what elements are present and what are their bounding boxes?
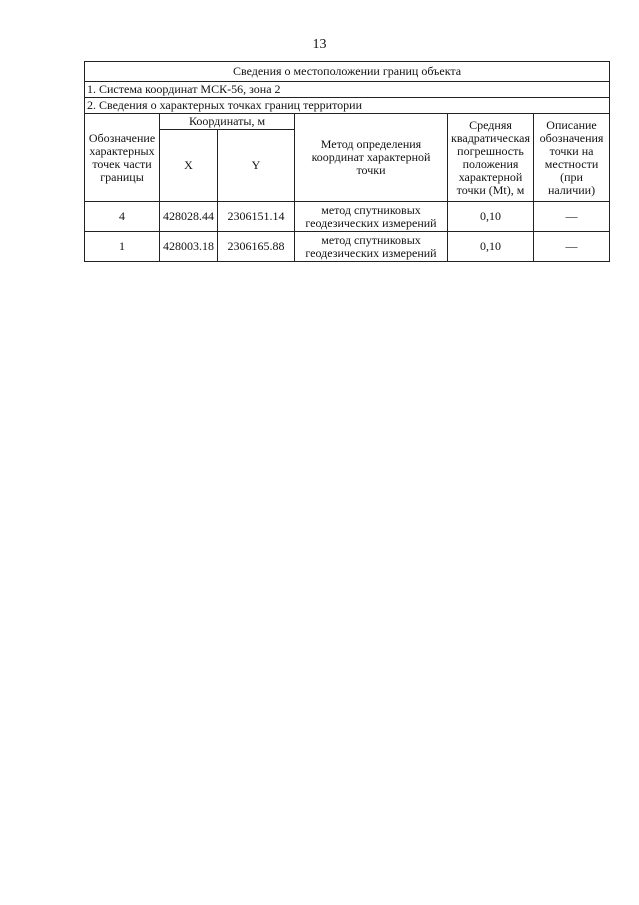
description-value: — — [534, 202, 610, 232]
coordinate-system-row: 1. Система координат МСК-56, зона 2 — [85, 82, 610, 98]
x-value: 428003.18 — [160, 232, 218, 262]
header-description: Описание обозначения точки на местности (при наличии) — [534, 114, 610, 202]
method-value: метод спутниковых геодезических измерений — [295, 232, 448, 262]
point-number: 4 — [85, 202, 160, 232]
error-value: 0,10 — [448, 202, 534, 232]
table-title: Сведения о местоположении границ объекта — [85, 62, 610, 82]
error-value: 0,10 — [448, 232, 534, 262]
table-row — [85, 232, 610, 262]
header-coordinates: Координаты, м — [160, 114, 295, 130]
y-value: 2306151.14 — [218, 202, 295, 232]
header-method: Метод определения координат характерной точки — [295, 114, 448, 202]
header-y: Y — [218, 130, 295, 202]
characteristic-points-row: 2. Сведения о характерных точках границ территории — [85, 98, 610, 114]
description-value: — — [534, 232, 610, 262]
x-value: 428028.44 — [160, 202, 218, 232]
table-row — [85, 202, 610, 232]
method-value: метод спутниковых геодезических измерений — [295, 202, 448, 232]
header-point-designation: Обозначение характерных точек части границы — [85, 114, 160, 202]
page-number: 13 — [312, 37, 327, 52]
header-x: X — [160, 130, 218, 202]
boundary-points-table — [84, 61, 610, 262]
point-number: 1 — [85, 232, 160, 262]
y-value: 2306165.88 — [218, 232, 295, 262]
header-mean-error: Средняя квадратическая погрешность положения характерной точки (Mt), м — [448, 114, 534, 202]
